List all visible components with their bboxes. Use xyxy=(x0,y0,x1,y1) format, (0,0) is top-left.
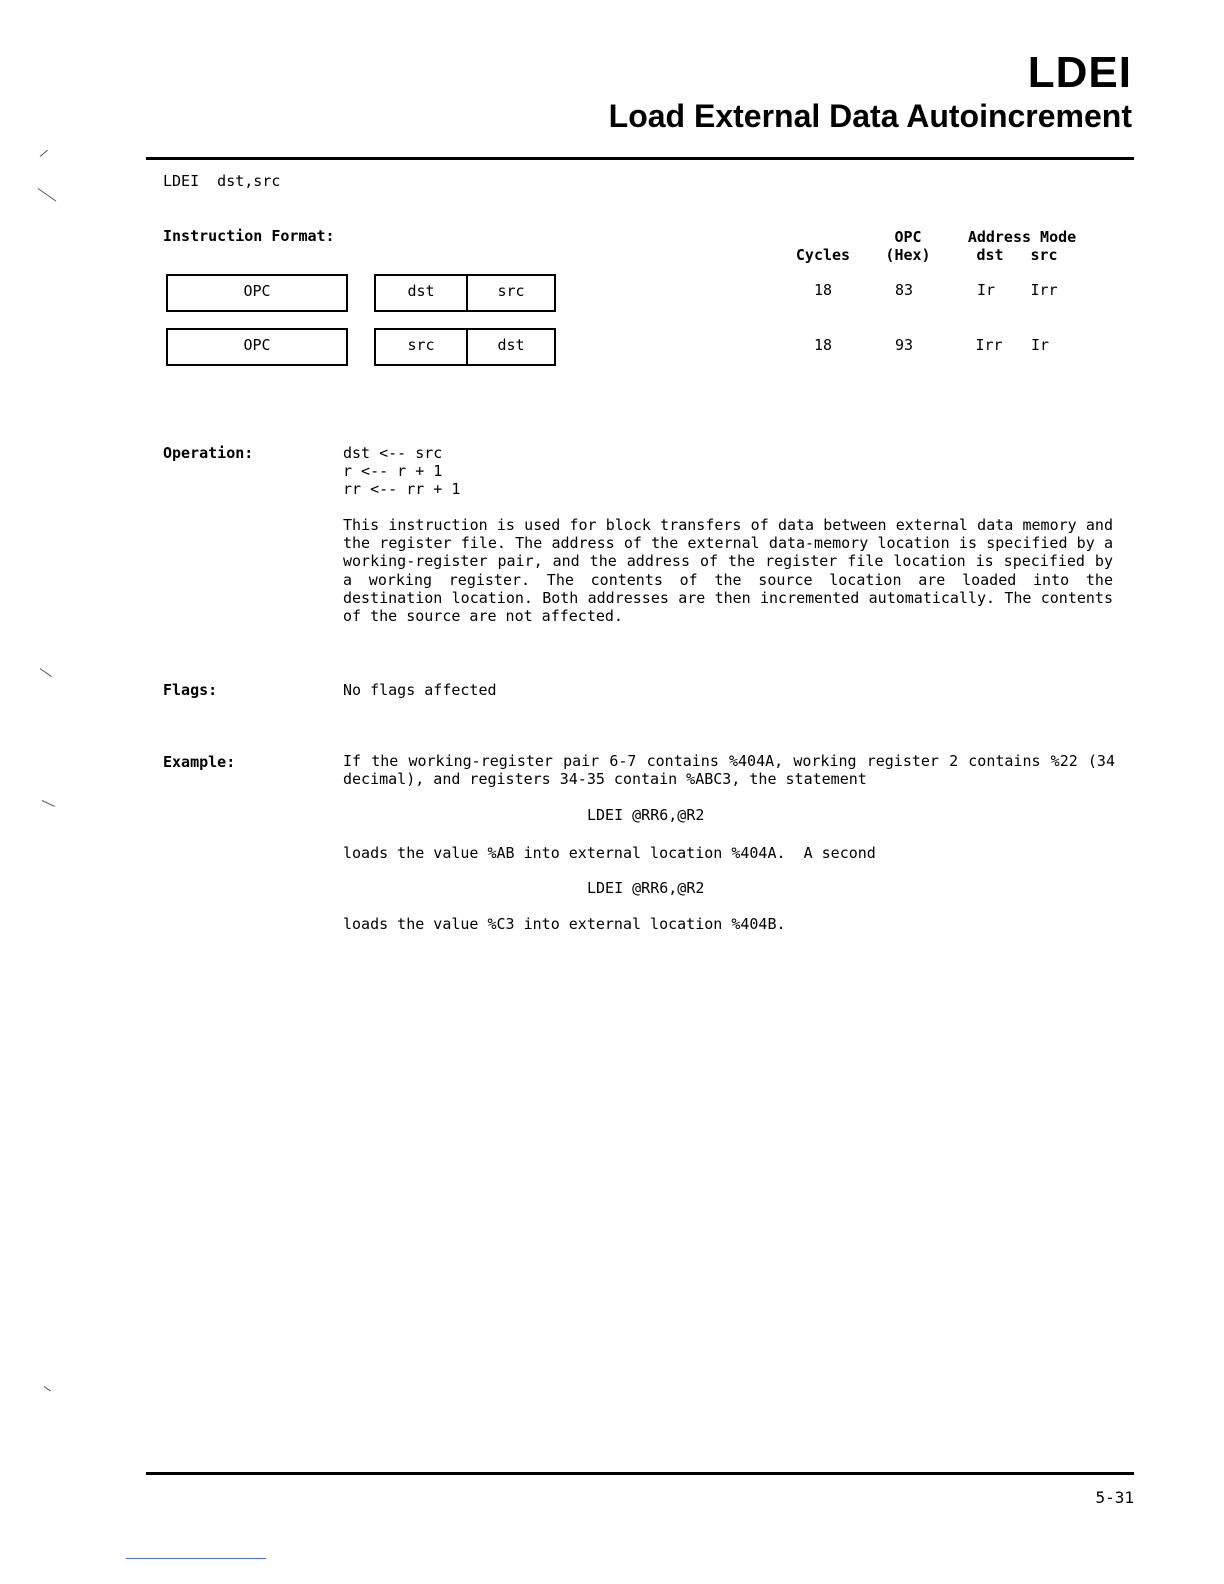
mode-src-value-2: Ir xyxy=(1030,336,1050,354)
mode-dst-value-1: Ir xyxy=(976,281,996,299)
example-statement-2: LDEI @RR6,@R2 xyxy=(587,879,705,897)
scan-mark xyxy=(42,800,55,807)
opc-box-1 xyxy=(166,274,348,312)
flags-text: No flags affected xyxy=(343,681,497,699)
operation-line-2: r <-- r + 1 xyxy=(343,462,443,480)
operation-line-1: dst <-- src xyxy=(343,444,443,462)
scan-edge-line xyxy=(126,1558,266,1559)
cycles-header: Cycles xyxy=(795,246,851,264)
opc-hex-header: (Hex) xyxy=(885,246,931,264)
operation-line-3: rr <-- rr + 1 xyxy=(343,480,461,498)
page-subtitle: Load External Data Autoincrement xyxy=(608,98,1132,134)
operand-box-left-label: src xyxy=(407,336,435,354)
address-mode-src-header: src xyxy=(1030,246,1058,264)
instruction-syntax: LDEI dst,src xyxy=(163,172,281,190)
operand-box-right-label: src xyxy=(497,282,525,300)
example-statement-1: LDEI @RR6,@R2 xyxy=(587,806,705,824)
operand-box-left-label: dst xyxy=(407,282,435,300)
operand-box-1 xyxy=(374,274,556,312)
example-intro: If the working-register pair 6-7 contains %404A, working register 2 contains %22 (34 decimal), and registers 34-35 contain %ABC3, the statement xyxy=(343,752,1115,789)
opc-box-label: OPC xyxy=(243,282,271,300)
top-divider xyxy=(146,157,1134,160)
page-number: 5-31 xyxy=(1095,1488,1134,1507)
bottom-divider xyxy=(146,1472,1134,1475)
example-result-2: loads the value %C3 into external location %404B. xyxy=(343,915,786,933)
opc-hex-value-2: 93 xyxy=(894,336,914,354)
mode-dst-value-2: Irr xyxy=(975,336,1003,354)
operation-description: This instruction is used for block transfers of data between external data memory and the register file. The address of the external data-memory location is specified by a working-register pair, and the address of the register file location is specified by a working register. The contents of the source location are loaded into the destination location. Both addresses are then incremented automatically. The contents of the source are not affected. xyxy=(343,516,1113,626)
address-mode-dst-header: dst xyxy=(976,246,1004,264)
scan-mark xyxy=(38,188,57,201)
instruction-format-label: Instruction Format: xyxy=(163,227,335,245)
operation-label: Operation: xyxy=(163,444,254,462)
scan-mark xyxy=(44,1386,51,1391)
cycles-value-1: 18 xyxy=(813,281,833,299)
flags-label: Flags: xyxy=(163,681,218,699)
opc-header: OPC xyxy=(894,228,922,246)
example-result-1: loads the value %AB into external location %404A. A second xyxy=(343,844,876,862)
mode-src-value-1: Irr xyxy=(1030,281,1058,299)
operand-box-2 xyxy=(374,328,556,366)
address-mode-header: Address Mode xyxy=(967,228,1077,246)
opc-box-label: OPC xyxy=(243,336,271,354)
cycles-value-2: 18 xyxy=(813,336,833,354)
scan-mark xyxy=(40,150,48,157)
operand-box-right-label: dst xyxy=(497,336,525,354)
opc-box-2 xyxy=(166,328,348,366)
page-title: LDEI xyxy=(1027,48,1132,97)
example-label: Example: xyxy=(163,753,236,771)
opc-hex-value-1: 83 xyxy=(894,281,914,299)
scan-mark xyxy=(40,668,52,677)
